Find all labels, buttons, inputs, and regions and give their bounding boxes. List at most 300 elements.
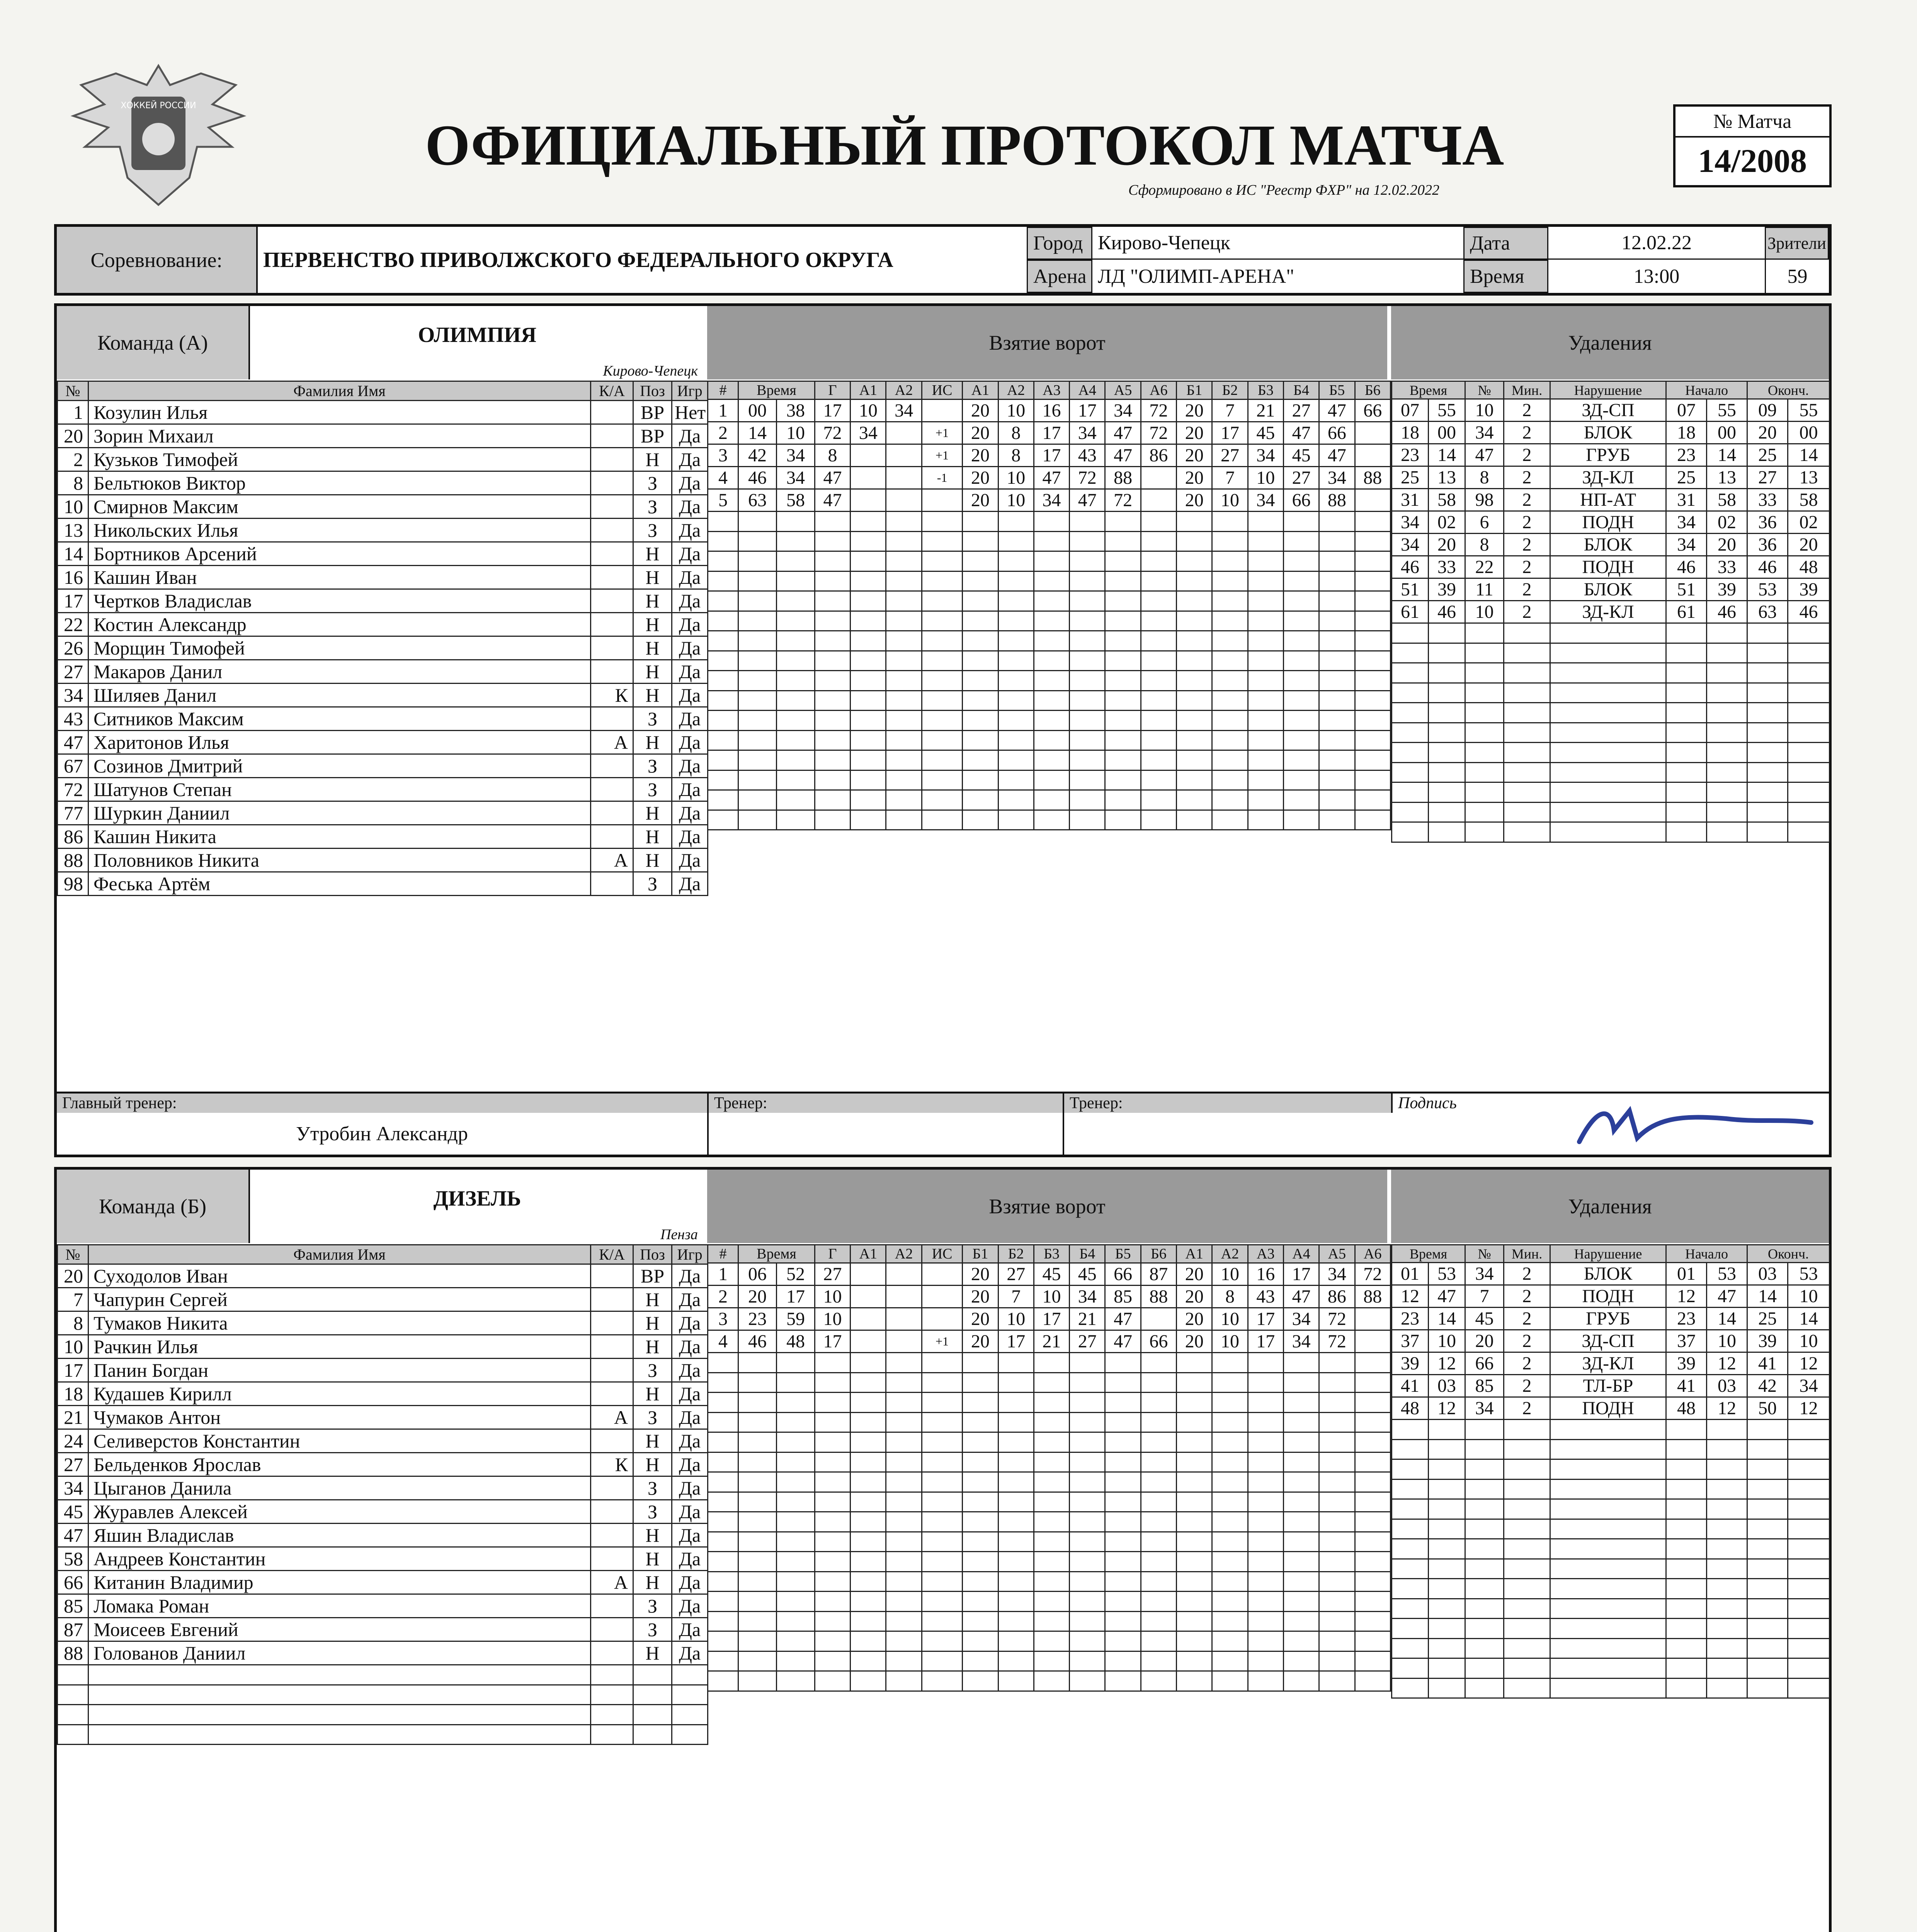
goal-cell [1141,1571,1176,1592]
goal-cell [963,810,998,830]
goal-cell: 20 [1177,422,1212,444]
goal-cell [1248,651,1283,671]
goal-cell [1355,1512,1390,1532]
penalty-cell [1429,1499,1465,1519]
goal-cell [922,810,962,830]
goal-row [708,1263,1391,1286]
player-position: З [633,495,672,519]
goal-cell [1070,1631,1105,1651]
player-number: 1 [58,401,88,424]
penalty-cell [1429,703,1465,723]
penalty-cell [1747,1519,1788,1539]
goal-col-header: Б4 [1283,381,1319,400]
goal-cell [1319,1571,1355,1592]
goal-cell [1248,690,1283,711]
goal-row [708,1472,1391,1492]
goal-cell [815,571,850,591]
goal-cell [850,790,886,810]
time-label: Время [1463,260,1548,293]
goal-cell [922,1412,962,1432]
penalty-cell [1707,1579,1747,1599]
goal-cell: 88 [1105,467,1141,489]
goal-cell [1034,1412,1069,1432]
goal-cell: 20 [963,400,998,422]
player-position: ВР [633,1264,672,1288]
goal-cell [886,810,922,830]
penalty-cell: ПОДН [1550,1397,1666,1420]
goal-cell [777,1472,815,1492]
goal-cell [922,690,962,711]
goal-cell: +1 [922,444,962,467]
goal-cell [922,551,962,571]
player-captain [591,448,633,471]
goal-col-header: ИС [922,1245,962,1263]
goal-cell [1355,770,1390,790]
goal-cell [1319,1492,1355,1512]
penalty-cell [1747,623,1788,643]
penalty-row [1392,1397,1830,1420]
penalty-cell [1465,1579,1504,1599]
goal-cell: 17 [1248,1308,1283,1330]
goal-cell [1105,790,1141,810]
player-name: Кузьков Тимофей [88,448,591,471]
penalty-cell: 42 [1747,1375,1788,1397]
penalty-row [1392,444,1830,466]
goal-cell [777,711,815,731]
goal-cell [1319,790,1355,810]
goal-cell [1283,1353,1319,1373]
goal-cell [777,551,815,571]
player-captain [591,660,633,684]
team-a-coach1-label: Тренер: [707,1094,1063,1113]
penalty-cell [1465,663,1504,683]
goal-cell [708,551,738,571]
player-captain [591,424,633,448]
goal-cell [998,1432,1034,1452]
penalty-cell: 13 [1707,466,1747,489]
penalty-cell: 10 [1465,601,1504,623]
goal-cell [922,631,962,651]
goal-col-header: А4 [1283,1245,1319,1263]
goal-cell [963,770,998,790]
player-number: 8 [58,1311,88,1335]
goal-cell [1070,591,1105,611]
penalty-cell [1747,782,1788,803]
goal-cell [1355,1552,1390,1572]
goal-cell [777,671,815,691]
player-captain [591,1594,633,1618]
goal-cell [963,631,998,651]
goal-row [708,1286,1391,1308]
penalty-cell: 48 [1392,1397,1429,1420]
player-position [633,1705,672,1725]
player-number [58,1705,88,1725]
penalty-cell [1392,683,1429,703]
goal-cell [1141,770,1176,790]
penalty-row [1392,643,1830,663]
goal-row [708,400,1391,422]
penalty-cell [1707,683,1747,703]
goal-cell [922,1512,962,1532]
goal-cell [1319,1412,1355,1432]
penalty-cell: 47 [1429,1285,1465,1308]
penalty-cell: 14 [1707,1308,1747,1330]
goal-cell [738,1631,777,1651]
player-row [58,519,708,542]
goal-cell [1034,1671,1069,1691]
goal-row [708,651,1391,671]
penalty-cell: 46 [1392,556,1429,578]
goal-cell [922,1308,962,1330]
goal-cell [850,810,886,830]
goal-cell [1212,1671,1248,1691]
penalty-cell [1504,743,1550,763]
goal-cell [963,1412,998,1432]
goal-cell: 8 [815,444,850,467]
goal-cell: 72 [1105,489,1141,512]
penalty-cell [1666,623,1707,643]
goal-cell [1141,711,1176,731]
goal-cell: 34 [777,467,815,489]
player-row [58,1453,708,1476]
goal-cell: 72 [1141,400,1176,422]
team-a-city: Кирово-Чепецк [251,361,703,381]
goal-cell [1105,770,1141,790]
goal-row [708,1393,1391,1413]
goal-cell [963,591,998,611]
goal-cell [1070,1512,1105,1532]
goal-cell [815,1512,850,1532]
goal-row [708,750,1391,770]
goal-cell: 17 [777,1286,815,1308]
penalty-cell [1747,703,1788,723]
goal-cell: 66 [1355,400,1390,422]
goal-cell [1070,671,1105,691]
player-number: 17 [58,589,88,613]
goal-cell [850,1308,886,1330]
player-captain: К [591,684,633,707]
penalty-cell: ГРУБ [1550,1308,1666,1330]
goal-cell [1105,810,1141,830]
goal-cell [1248,1492,1283,1512]
player-played: Да [672,1311,708,1335]
goal-cell [815,551,850,571]
goal-col-header: Время [738,381,815,400]
player-name: Феська Артём [88,872,591,896]
player-position: З [633,1500,672,1524]
penalty-cell: 12 [1429,1397,1465,1420]
player-captain [591,495,633,519]
player-position: З [633,872,672,896]
goal-cell [777,1671,815,1691]
penalty-cell [1504,623,1550,643]
goal-cell [998,1592,1034,1612]
goal-cell: 20 [1177,1308,1212,1330]
penalty-cell: 2 [1504,399,1550,422]
penalty-row [1392,1375,1830,1397]
goal-cell [1355,730,1390,750]
player-row [58,778,708,801]
generated-note: Сформировано в ИС "Реестр ФХР" на 12.02.2022 [1128,182,1439,198]
col-number: № [58,381,88,401]
penalty-cell: 85 [1465,1375,1504,1397]
goal-cell: 10 [777,422,815,444]
goal-cell [886,651,922,671]
goal-cell: 47 [1319,400,1355,422]
goal-cell [1212,1611,1248,1631]
goal-cell [963,1472,998,1492]
goal-cell [998,730,1034,750]
player-played: Да [672,825,708,849]
goal-cell [850,531,886,551]
penalty-cell: 23 [1666,1308,1707,1330]
goal-cell [1248,611,1283,631]
goal-cell [1141,1532,1176,1552]
penalty-cell [1707,1439,1747,1459]
goal-cell [708,1651,738,1671]
goal-cell [1141,750,1176,770]
player-position: Н [633,636,672,660]
goal-cell [850,690,886,711]
player-captain [591,1524,633,1547]
goal-cell [1248,790,1283,810]
goal-cell [1355,1330,1390,1353]
player-number: 67 [58,754,88,778]
player-name: Созинов Дмитрий [88,754,591,778]
goal-cell [1141,571,1176,591]
penalty-cell [1465,802,1504,822]
penalty-cell [1504,1658,1550,1679]
goal-cell [1070,1412,1105,1432]
goal-cell [1141,1372,1176,1393]
goal-col-header: # [708,1245,738,1263]
penalty-cell: 45 [1465,1308,1504,1330]
penalty-cell [1747,1658,1788,1679]
penalty-cell [1465,683,1504,703]
goal-cell [963,651,998,671]
goal-cell [998,690,1034,711]
goal-cell: 66 [1105,1263,1141,1286]
goal-cell: 2 [708,1286,738,1308]
goal-cell [738,1512,777,1532]
team-a-head-coach: Утробин Александр [296,1122,468,1145]
penalty-cell [1747,1638,1788,1658]
goal-cell [708,1592,738,1612]
player-row [58,1641,708,1665]
goal-cell [1283,750,1319,770]
penalty-cell [1504,1678,1550,1698]
goal-cell: 27 [1070,1330,1105,1353]
goal-cell [1034,1552,1069,1572]
player-played: Да [672,1382,708,1406]
penalty-cell: 41 [1666,1375,1707,1397]
penalty-row [1392,802,1830,822]
goal-cell [1212,1532,1248,1552]
goal-cell [1283,1651,1319,1671]
penalty-cell [1465,1499,1504,1519]
goal-cell [1141,1452,1176,1472]
penalty-cell [1788,822,1830,842]
goal-cell [1355,631,1390,651]
penalty-cell [1788,1599,1830,1619]
goal-cell [1319,611,1355,631]
penalty-cell: 36 [1747,534,1788,556]
goal-cell: 17 [1248,1330,1283,1353]
penalty-cell [1504,1539,1550,1559]
goal-cell [708,1372,738,1393]
goal-cell [1070,551,1105,571]
goal-cell [1319,1651,1355,1671]
goal-cell [998,1353,1034,1373]
goal-cell [738,651,777,671]
player-captain [591,707,633,731]
goal-cell [1070,1472,1105,1492]
team-b-goals-header: Взятие ворот [707,1170,1387,1243]
goal-cell: 20 [1177,1286,1212,1308]
team-a-goals-header: Взятие ворот [707,306,1387,379]
goal-cell [708,651,738,671]
penalty-cell: 2 [1504,556,1550,578]
player-row [58,1665,708,1685]
goal-cell: 72 [1319,1330,1355,1353]
player-position: З [633,754,672,778]
penalty-cell [1465,782,1504,803]
goal-cell [1177,551,1212,571]
col-played: Игр [672,1245,708,1264]
goal-cell [815,1592,850,1612]
penalty-cell: 55 [1788,399,1830,422]
goal-cell: 88 [1355,1286,1390,1308]
goal-cell: 42 [738,444,777,467]
penalty-cell: ЗД-КЛ [1550,466,1666,489]
goal-row [708,790,1391,810]
penalty-cell [1550,1658,1666,1679]
penalty-cell: 22 [1465,556,1504,578]
player-number: 86 [58,825,88,849]
penalty-cell: 14 [1429,1308,1465,1330]
goal-cell [815,611,850,631]
player-played [672,1685,708,1705]
goal-cell [1248,671,1283,691]
goal-cell [708,770,738,790]
penalty-cell: 2 [1504,601,1550,623]
goal-cell [922,1611,962,1631]
penalty-cell [1550,1638,1666,1658]
goal-cell [1355,551,1390,571]
player-captain [591,1641,633,1665]
player-number: 7 [58,1288,88,1311]
player-position: З [633,471,672,495]
player-captain [591,1382,633,1406]
goal-cell [1141,690,1176,711]
goal-col-header: А2 [1212,1245,1248,1263]
col-captain: К/А [591,381,633,401]
penalty-cell: ТЛ-БР [1550,1375,1666,1397]
goal-cell [1141,531,1176,551]
player-played: Да [672,613,708,636]
goal-cell [1034,711,1069,731]
goal-cell: 10 [1212,1330,1248,1353]
team-a-roster [57,381,708,896]
goal-col-header: Б3 [1248,381,1283,400]
goal-cell: 20 [963,467,998,489]
goal-cell [1070,1452,1105,1472]
goal-cell [886,467,922,489]
penalty-cell: 2 [1504,578,1550,601]
goal-cell [1070,1353,1105,1373]
penalty-cell [1429,643,1465,663]
goal-cell [922,730,962,750]
goal-cell: 27 [1212,444,1248,467]
goal-cell [1248,1571,1283,1592]
goal-cell [1105,531,1141,551]
goal-cell: 17 [815,1330,850,1353]
penalty-cell [1429,822,1465,842]
goal-cell [886,489,922,512]
goal-cell [886,1353,922,1373]
goal-cell [1212,1452,1248,1472]
goal-cell [1248,1512,1283,1532]
goal-cell [777,1611,815,1631]
goal-row [708,467,1391,489]
goal-col-header: # [708,381,738,400]
goal-cell [886,770,922,790]
goal-cell [738,1671,777,1691]
penalty-cell: ПОДН [1550,556,1666,578]
goal-cell [1070,531,1105,551]
penalty-cell: 10 [1465,399,1504,422]
penalty-cell [1666,683,1707,703]
goal-cell: 7 [1212,400,1248,422]
goal-cell [850,1611,886,1631]
goal-cell: 5 [708,489,738,512]
player-name: Шуркин Даниил [88,801,591,825]
player-position: Н [633,825,672,849]
team-a-signature-mark [1564,1095,1834,1153]
player-number: 77 [58,801,88,825]
penalty-cell [1504,1459,1550,1480]
goal-cell [922,531,962,551]
player-name: Зорин Михаил [88,424,591,448]
penalty-cell [1550,1619,1666,1639]
penalty-cell: 25 [1392,466,1429,489]
player-name: Селиверстов Константин [88,1429,591,1453]
goal-col-header: Б6 [1141,1245,1176,1263]
player-number: 45 [58,1500,88,1524]
penalty-row [1392,782,1830,803]
penalty-cell [1550,782,1666,803]
goal-cell [1248,1393,1283,1413]
team-b-name: ДИЗЕЛЬ [251,1170,703,1228]
goal-cell [815,810,850,830]
goal-cell: 47 [1283,1286,1319,1308]
goal-cell [1177,770,1212,790]
goal-cell [1141,651,1176,671]
goal-cell [1034,730,1069,750]
penalty-cell [1504,1599,1550,1619]
goal-cell [1034,571,1069,591]
player-played: Да [672,1547,708,1571]
goal-cell: -1 [922,467,962,489]
goal-cell [886,1492,922,1512]
goal-cell [1283,1512,1319,1532]
penalty-cell: 8 [1465,534,1504,556]
player-played: Нет [672,401,708,424]
penalty-row [1392,1499,1830,1519]
team-b-penalties [1391,1244,1830,1699]
goal-cell [815,531,850,551]
player-row [58,872,708,896]
